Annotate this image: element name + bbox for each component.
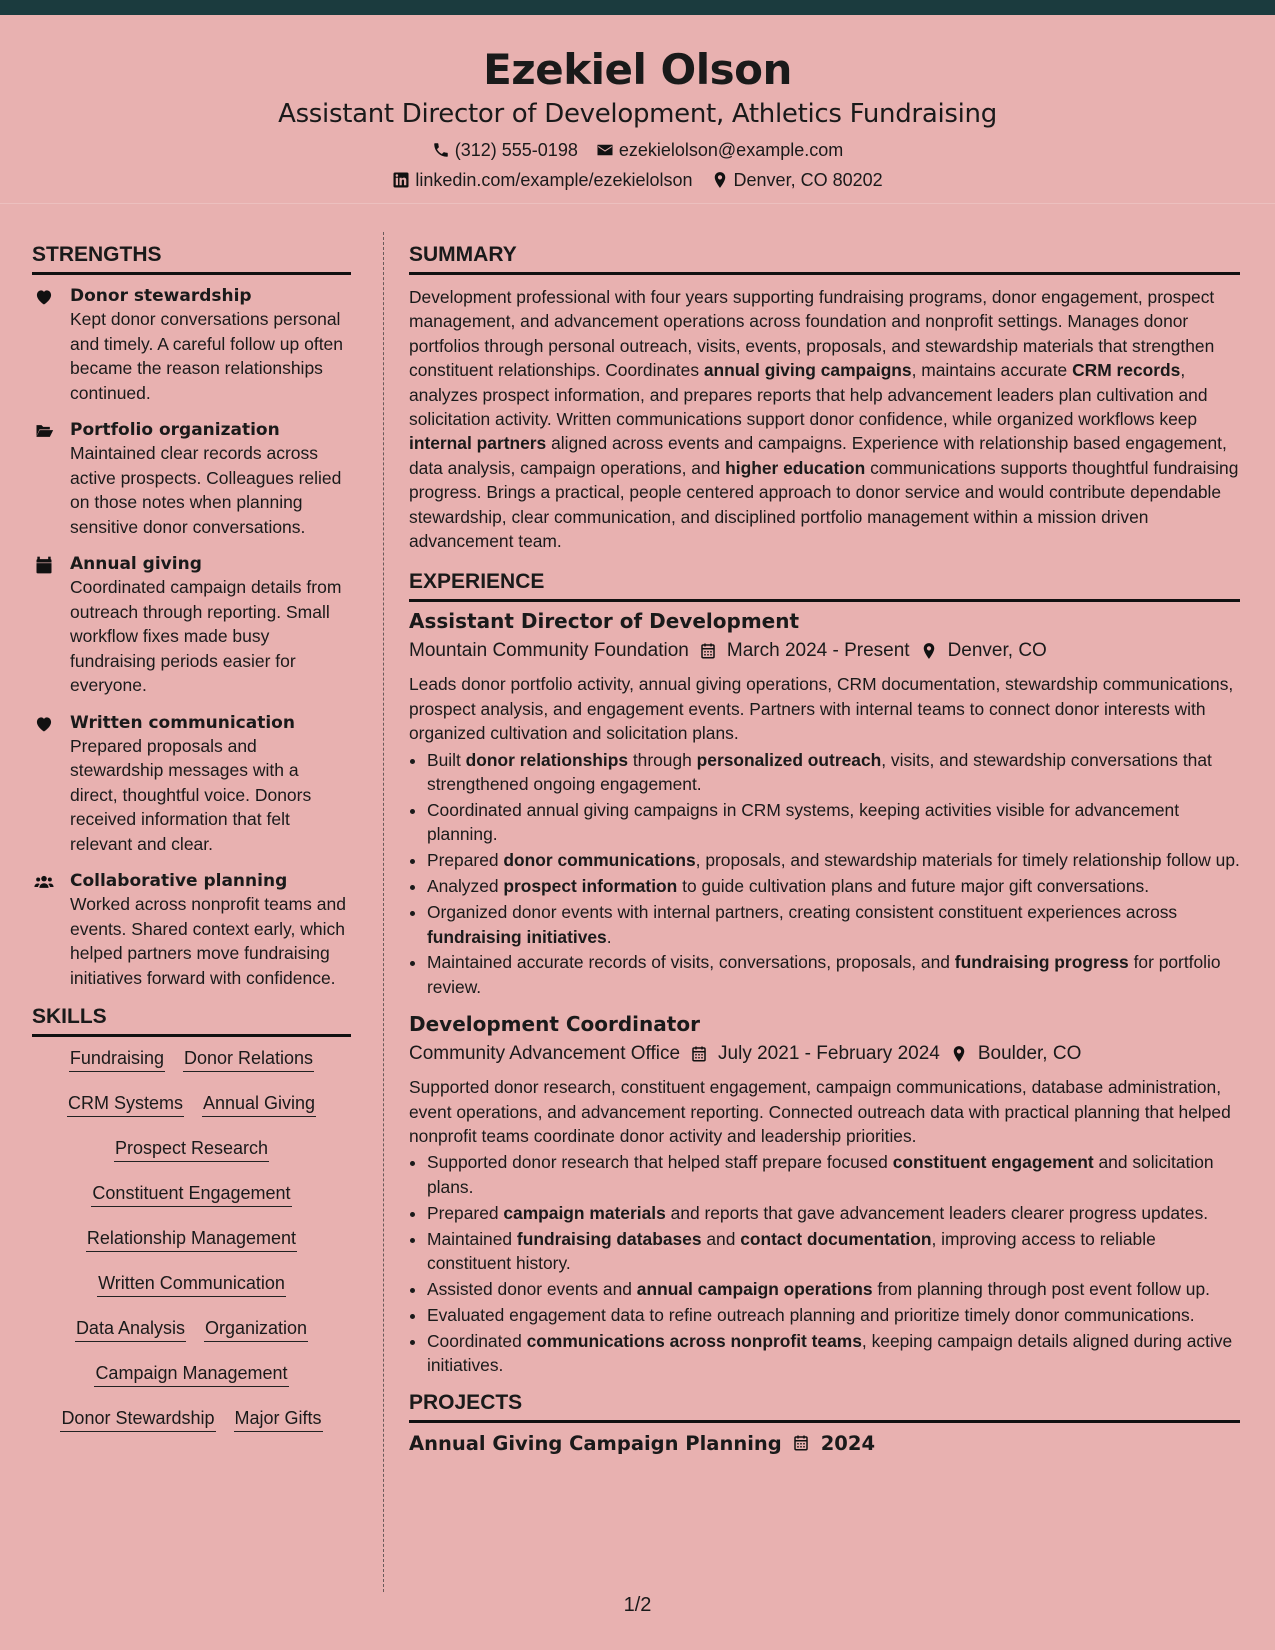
project-year: 2024 xyxy=(820,1431,876,1455)
job-meta xyxy=(409,1041,1240,1067)
text-run: Prepared xyxy=(427,1202,504,1223)
highlight-text: contact documentation xyxy=(740,1228,932,1249)
projects-list xyxy=(409,1431,1240,1457)
candidate-name: Ezekiel Olson xyxy=(483,45,792,94)
text-run: , analyzes prospect information, and prepares reports that help advancement leaders plan cultivation and solicitation activity. Written communications support donor confidence, while organized workflows keep xyxy=(409,360,1208,430)
skill-tag: Relationship Management xyxy=(86,1227,297,1252)
left-column xyxy=(32,242,351,1452)
summary-heading: SUMMARY xyxy=(409,242,1240,275)
text-run: and reports that gave advancement leaders clearer progress updates. xyxy=(665,1202,1209,1223)
heart-icon xyxy=(34,714,54,734)
list-item xyxy=(427,874,1240,898)
list-item xyxy=(427,848,1240,872)
job-description: Supported donor research, constituent engagement, campaign communications, database administration, event operations, and advancement reporting. Connected outreach data with practical planning that helped nonprofit teams coordinate donor activity and leadership priorities. xyxy=(409,1077,1231,1147)
strengths-heading: STRENGTHS xyxy=(32,242,351,275)
email-link[interactable]: ezekielolson@example.com xyxy=(618,140,844,160)
list-item xyxy=(427,748,1240,797)
text-run: to guide cultivation plans and future major gift conversations. xyxy=(677,876,1150,897)
skill-tag: Donor Relations xyxy=(183,1047,314,1072)
highlight-text: prospect information xyxy=(503,876,678,897)
job-dates: July 2021 - February 2024 xyxy=(718,1043,940,1065)
text-run: aligned across events and campaigns. Experience with relationship based engagement, data analysis, campaign operations, and xyxy=(409,433,1227,478)
job-title: Development Coordinator xyxy=(409,1012,700,1037)
strengths-list xyxy=(32,285,351,990)
text-run: Organized donor events with internal partners, creating consistent constituent experiences across xyxy=(427,902,1178,923)
skills-list xyxy=(32,1047,351,1452)
text-run: , improving access to reliable constituent history. xyxy=(427,1228,1156,1274)
calendar-icon xyxy=(34,555,54,575)
resume-header xyxy=(0,15,1275,204)
strength-description: Prepared proposals and stewardship messages with a direct, thoughtful voice. Donors received information that felt relevant and clear. xyxy=(70,735,312,854)
text-run: , visits, and stewardship conversations that strengthened ongoing engagement. xyxy=(427,749,1212,795)
calendar-icon xyxy=(792,1434,811,1454)
text-run: and xyxy=(701,1228,741,1249)
list-item xyxy=(427,1277,1240,1301)
envelope-icon xyxy=(596,141,614,159)
skill-tag: Prospect Research xyxy=(114,1137,269,1162)
text-run: Coordinated xyxy=(427,1330,527,1351)
job-bullets xyxy=(409,1150,1240,1377)
strength-description: Kept donor conversations personal and timely. A careful follow up often became the reason relationships continued. xyxy=(70,309,344,403)
job-meta xyxy=(409,638,1240,664)
map-pin-icon xyxy=(711,171,729,189)
contact-linkedin[interactable] xyxy=(392,169,692,191)
strength-title: Collaborative planning xyxy=(70,871,288,891)
strength-item xyxy=(32,553,351,698)
text-run: . xyxy=(606,926,612,947)
strength-description: Maintained clear records across active prospects. Colleagues relied on those notes when planning sensitive donor conversations. xyxy=(70,443,342,537)
top-accent-bar xyxy=(0,0,1275,15)
project-entry xyxy=(409,1431,1240,1457)
column-divider xyxy=(383,232,384,1592)
project-title: Annual Giving Campaign Planning xyxy=(409,1431,782,1455)
skills-row xyxy=(32,1362,351,1407)
strength-item xyxy=(32,419,351,539)
text-run: and solicitation plans. xyxy=(427,1152,1214,1197)
job-bullets xyxy=(409,748,1240,1000)
text-run: Assisted donor events and xyxy=(427,1279,637,1299)
skills-row xyxy=(32,1137,351,1182)
text-run: Maintained xyxy=(427,1228,517,1249)
experience-heading: EXPERIENCE xyxy=(409,569,1240,602)
text-run: Prepared xyxy=(427,850,504,871)
job-entry xyxy=(409,1011,1240,1377)
highlight-text: annual giving campaigns xyxy=(703,360,912,381)
skill-tag: Campaign Management xyxy=(94,1362,288,1387)
contact-row-1 xyxy=(0,139,1275,161)
highlight-text: CRM records xyxy=(1072,360,1181,381)
highlight-text: annual campaign operations xyxy=(636,1279,873,1299)
skills-row xyxy=(32,1092,351,1137)
skills-row xyxy=(32,1182,351,1227)
contact-location xyxy=(711,169,883,191)
skill-tag: Fundraising xyxy=(69,1047,165,1072)
calendar-icon xyxy=(690,1045,708,1064)
calendar-icon xyxy=(699,642,717,661)
strength-description: Worked across nonprofit teams and events. Shared context early, which helped partners move fundraising initiatives forward with confidence. xyxy=(70,894,346,988)
strength-title: Portfolio organization xyxy=(70,420,280,440)
highlight-text: constituent engagement xyxy=(892,1152,1094,1173)
strength-item xyxy=(32,712,351,857)
text-run: , keeping campaign details aligned during active initiatives. xyxy=(427,1330,1233,1376)
list-item xyxy=(427,1303,1240,1327)
contact-row-2 xyxy=(0,169,1275,191)
highlight-text: donor communications xyxy=(503,850,696,871)
text-run: Built xyxy=(427,749,466,770)
highlight-text: fundraising databases xyxy=(516,1228,702,1249)
skill-tag: Organization xyxy=(204,1317,308,1342)
skills-row xyxy=(32,1227,351,1272)
strength-title: Donor stewardship xyxy=(70,286,252,306)
folder-open-icon xyxy=(34,421,54,441)
text-run: , maintains accurate xyxy=(911,360,1073,381)
text-run: through xyxy=(628,749,697,770)
phone-icon xyxy=(432,141,450,159)
text-run: Coordinated annual giving campaigns in CRM systems, keeping activities visible for advancement planning. xyxy=(427,800,1180,845)
location-text: Denver, CO 80202 xyxy=(733,170,883,190)
linkedin-link[interactable]: linkedin.com/example/ezekielolson xyxy=(415,170,693,190)
job-location: Boulder, CO xyxy=(977,1043,1082,1065)
job-description: Leads donor portfolio activity, annual giving operations, CRM documentation, stewardship communications, prospect analysis, and engagement events. Partners with internal teams to connect donor interests with organized cultivation and solicitation plans. xyxy=(409,674,1234,744)
skill-tag: Data Analysis xyxy=(75,1317,186,1342)
phone-text: (312) 555-0198 xyxy=(454,140,578,160)
job-organization: Mountain Community Foundation xyxy=(409,640,689,662)
candidate-title: Assistant Director of Development, Athletics Fundraising xyxy=(278,99,997,129)
skill-tag: Major Gifts xyxy=(234,1407,323,1432)
skill-tag: Annual Giving xyxy=(202,1092,316,1117)
strength-description: Coordinated campaign details from outreach through reporting. Small workflow fixes made busy fundraising periods easier for everyone. xyxy=(70,577,342,695)
highlight-text: personalized outreach xyxy=(696,749,882,770)
skill-tag: CRM Systems xyxy=(67,1092,184,1117)
job-location: Denver, CO xyxy=(947,640,1047,662)
list-item xyxy=(427,1150,1240,1199)
text-run: Development professional with four years supporting fundraising programs, donor engagement, prospect management, and advancement operations across foundation and nonprofit settings. Manages donor portfolios through personal outreach, visits, events, proposals, and stewardship materials that strengthen constituent relationships. Coordinates xyxy=(409,287,1215,381)
heart-icon xyxy=(34,287,54,307)
job-entry xyxy=(409,608,1240,999)
summary-text xyxy=(409,285,1240,553)
contact-email[interactable] xyxy=(596,139,843,161)
skill-tag: Donor Stewardship xyxy=(60,1407,215,1432)
page-number: 1/2 xyxy=(623,1594,652,1616)
list-item xyxy=(427,1201,1240,1225)
highlight-text: donor relationships xyxy=(465,749,628,770)
strength-title: Annual giving xyxy=(70,554,202,574)
strength-item xyxy=(32,285,351,405)
highlight-text: fundraising initiatives xyxy=(427,926,607,947)
skill-tag: Constituent Engagement xyxy=(91,1182,291,1207)
list-item xyxy=(427,1329,1240,1378)
job-title: Assistant Director of Development xyxy=(409,609,800,634)
skills-row xyxy=(32,1047,351,1092)
text-run: communications supports thoughtful fundraising progress. Brings a practical, people centered approach to donor service and would contribute dependable stewardship, clear communication, and disciplined portfolio management within a mission driven advancement team. xyxy=(409,457,1239,552)
text-run: , proposals, and stewardship materials for timely relationship follow up. xyxy=(695,850,1240,871)
job-dates: March 2024 - Present xyxy=(726,640,910,662)
text-run: for portfolio review. xyxy=(427,952,1221,997)
list-item xyxy=(427,950,1240,999)
text-run: Analyzed xyxy=(427,876,504,897)
skills-row xyxy=(32,1272,351,1317)
map-pin-icon xyxy=(950,1045,968,1064)
strength-title: Written communication xyxy=(70,712,295,733)
skills-row xyxy=(32,1407,351,1452)
strength-item xyxy=(32,870,351,990)
skills-row xyxy=(32,1317,351,1362)
highlight-text: internal partners xyxy=(409,433,547,454)
linkedin-icon xyxy=(392,171,410,189)
list-item xyxy=(427,1227,1240,1276)
highlight-text: communications across nonprofit teams xyxy=(526,1330,862,1351)
list-item xyxy=(427,798,1240,847)
skills-heading: SKILLS xyxy=(32,1004,351,1037)
job-organization: Community Advancement Office xyxy=(409,1043,681,1065)
right-column xyxy=(409,242,1240,1457)
list-item xyxy=(427,900,1240,949)
highlight-text: higher education xyxy=(725,457,866,478)
text-run: Maintained accurate records of visits, conversations, proposals, and xyxy=(427,952,955,973)
highlight-text: campaign materials xyxy=(503,1202,666,1223)
skill-tag: Written Communication xyxy=(97,1272,286,1297)
text-run: from planning through post event follow up. xyxy=(872,1279,1210,1299)
experience-list xyxy=(409,608,1240,1377)
text-run: Evaluated engagement data to refine outreach planning and prioritize timely donor communications. xyxy=(427,1304,1195,1325)
contact-phone xyxy=(432,139,578,161)
projects-heading: PROJECTS xyxy=(409,1390,1240,1423)
map-pin-icon xyxy=(920,642,938,661)
users-icon xyxy=(34,872,54,892)
highlight-text: fundraising progress xyxy=(954,952,1129,973)
text-run: Supported donor research that helped staff prepare focused xyxy=(427,1152,893,1173)
